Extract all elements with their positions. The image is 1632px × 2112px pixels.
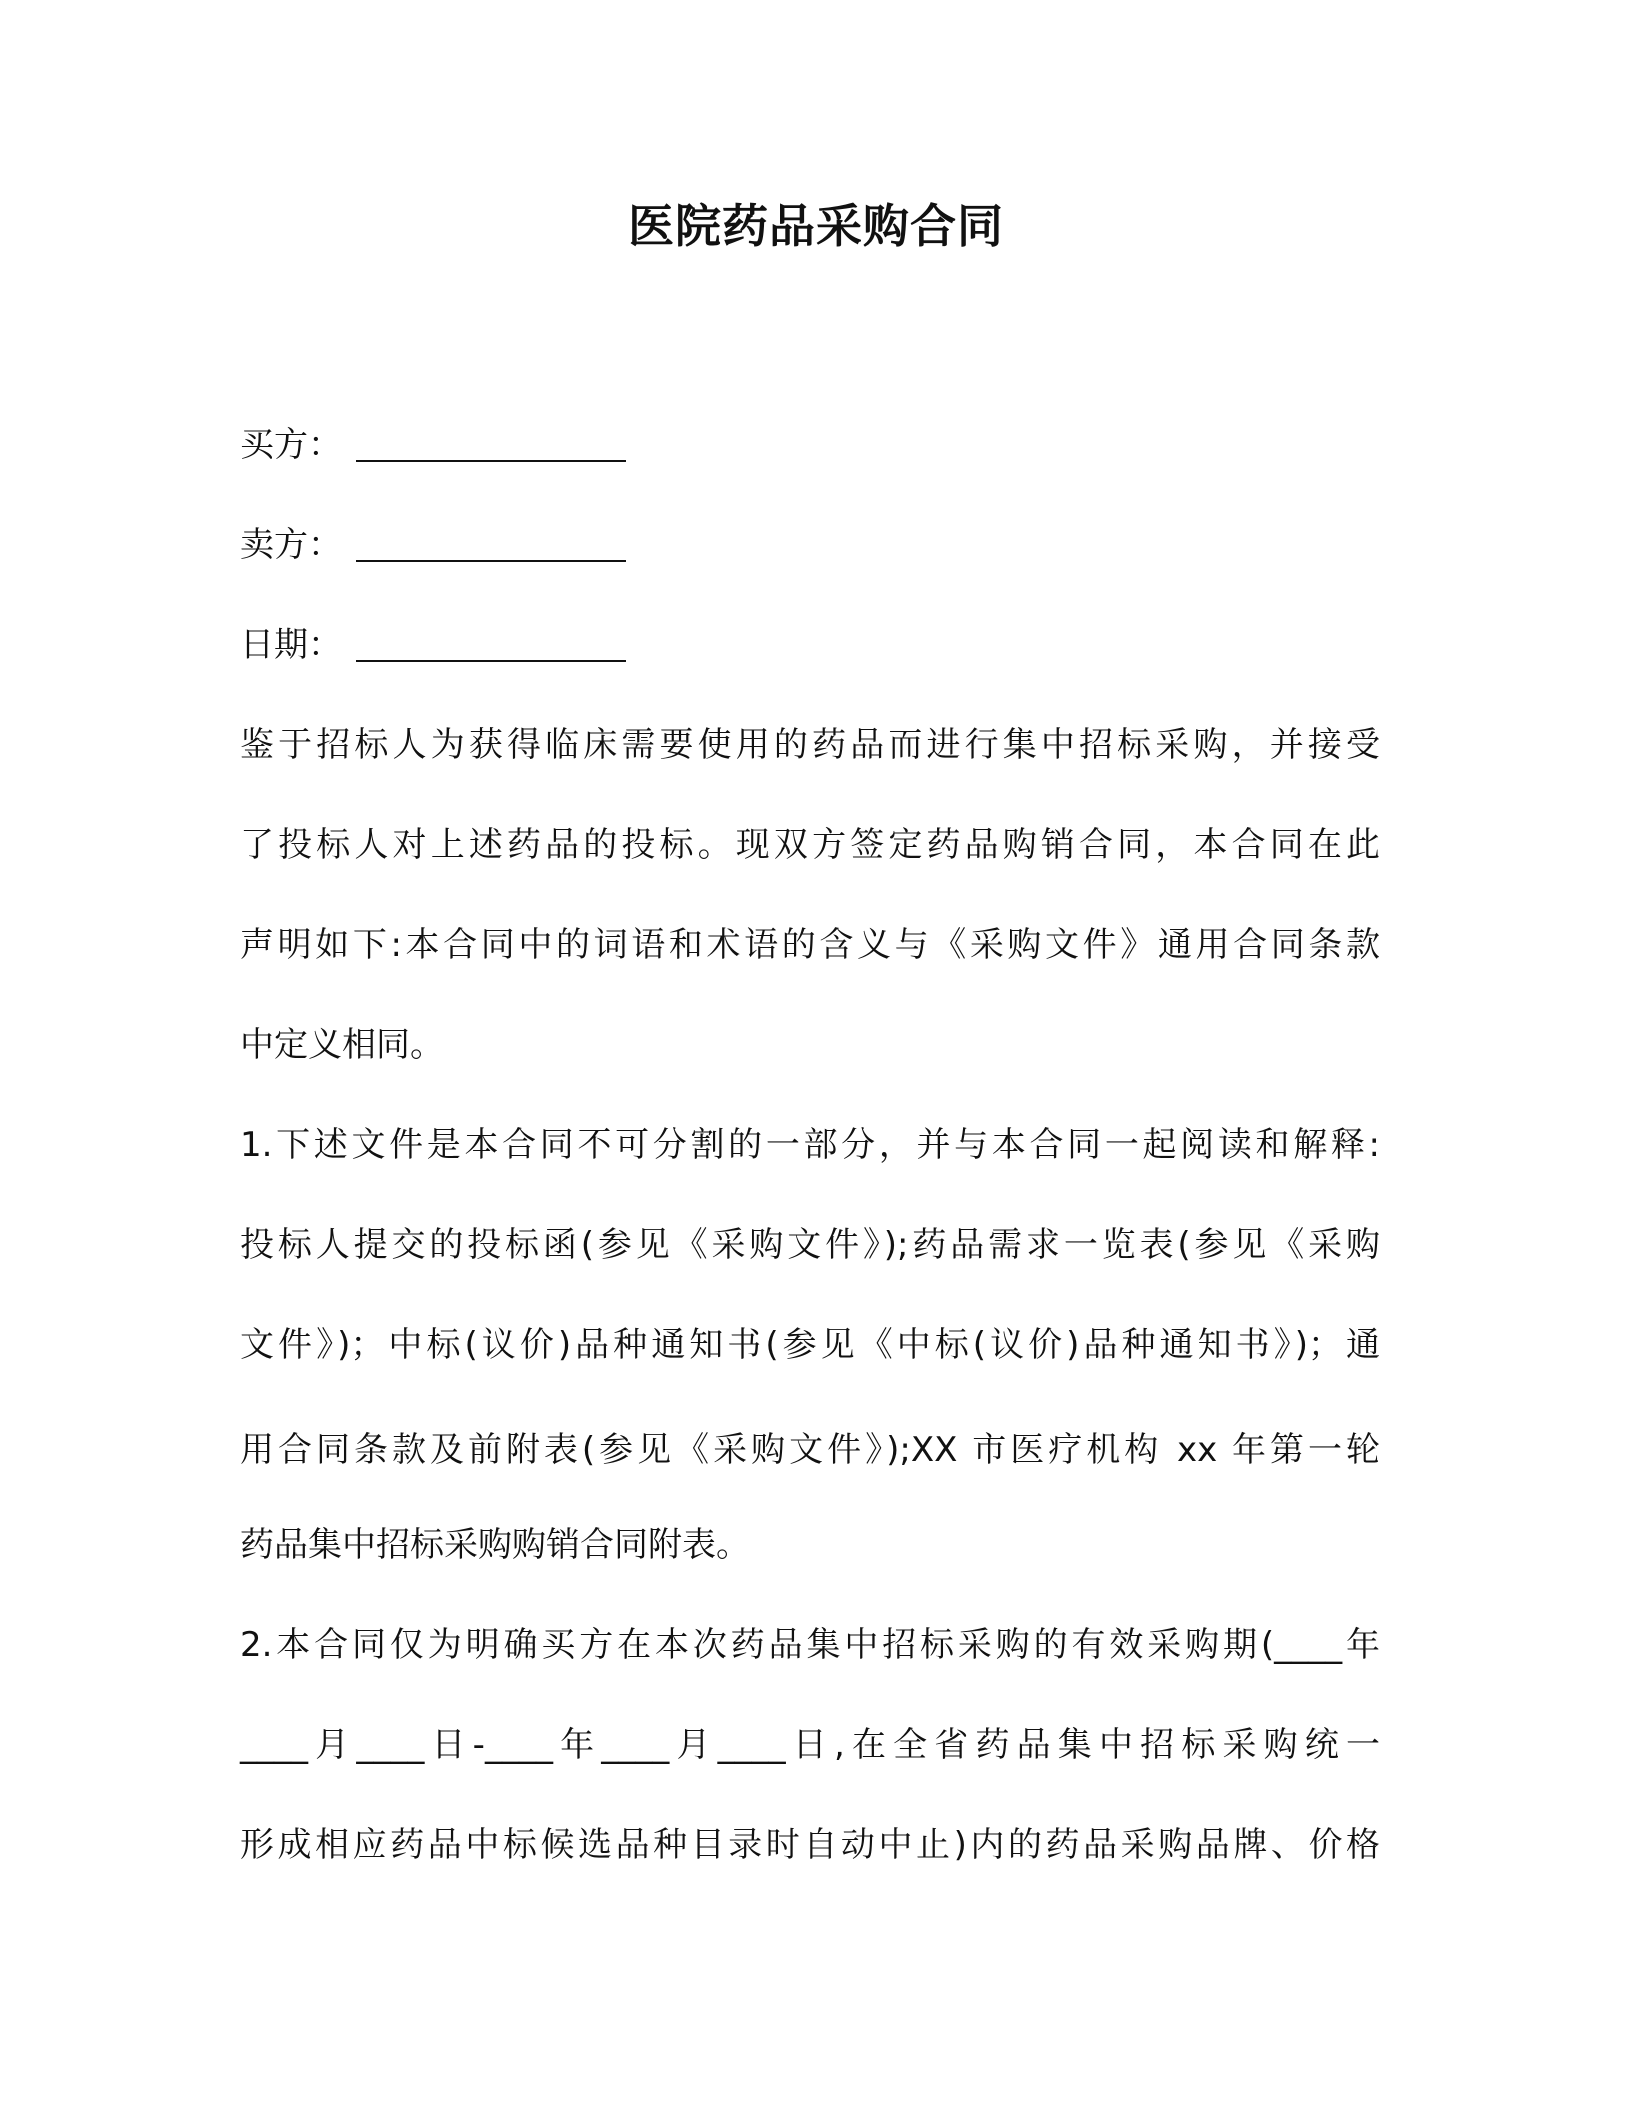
date-blank — [356, 626, 626, 662]
seller-field — [240, 520, 626, 570]
body-line: 文件》)；中标(议价)品种通知书(参见《中标(议价)品种通知书》)；通 — [240, 1325, 1380, 1365]
seller-label: 卖方： — [240, 525, 342, 565]
body-line: 声明如下:本合同中的词语和术语的含义与《采购文件》通用合同条款 — [240, 925, 1380, 965]
seller-blank — [356, 526, 626, 562]
document-title: 医院药品采购合同 — [628, 199, 1004, 253]
body-line: 了投标人对上述药品的投标。现双方签定药品购销合同，本合同在此 — [240, 825, 1380, 865]
date-field — [240, 620, 626, 670]
body-line: ____月____日-____年____月____日,在全省药品集中招标采购统一 — [240, 1725, 1380, 1765]
buyer-field — [240, 420, 626, 470]
body-line: 形成相应药品中标候选品种目录时自动中止)内的药品采购品牌、价格 — [240, 1825, 1380, 1865]
body-line: 鉴于招标人为获得临床需要使用的药品而进行集中招标采购，并接受 — [240, 725, 1380, 765]
body-line: 1.下述文件是本合同不可分割的一部分，并与本合同一起阅读和解释: — [240, 1125, 1380, 1165]
body-line: 投标人提交的投标函(参见《采购文件》);药品需求一览表(参见《采购 — [240, 1225, 1380, 1265]
body-line: 用合同条款及前附表(参见《采购文件》);XX 市医疗机构 xx 年第一轮 — [240, 1430, 1380, 1470]
buyer-blank — [356, 426, 626, 462]
body-line: 中定义相同。 — [240, 1025, 444, 1065]
buyer-label: 买方： — [240, 425, 342, 465]
body-line: 药品集中招标采购购销合同附表。 — [240, 1525, 750, 1565]
date-label: 日期： — [240, 625, 342, 665]
body-line: 2.本合同仅为明确买方在本次药品集中招标采购的有效采购期(____年 — [240, 1625, 1380, 1665]
